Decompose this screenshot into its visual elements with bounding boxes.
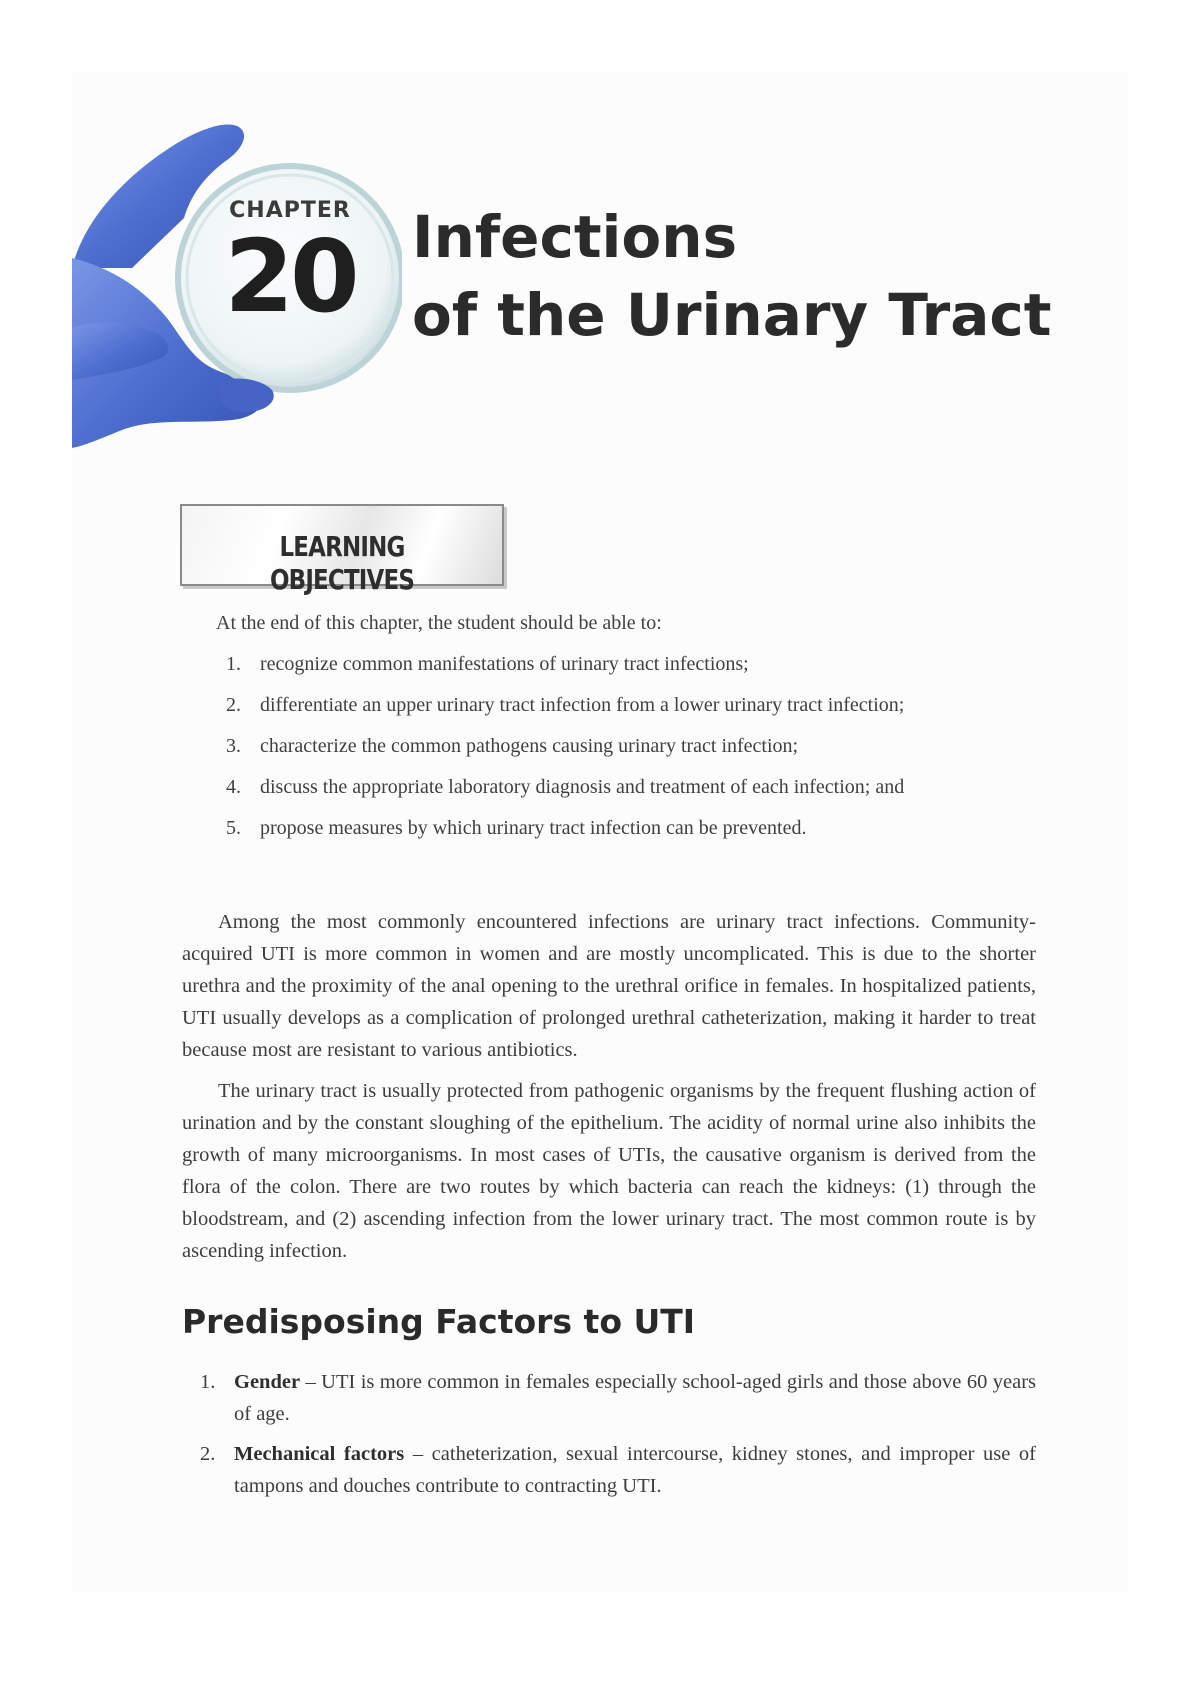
learning-objectives-box	[180, 504, 504, 596]
body-paragraph: Among the most commonly encountered infections are urinary tract infections. Community-acquired UTI is more common in women and are mostly uncomplicated. This is due to the shorter urethra and the proximity of the anal opening to the urethral orifice in females. In hospitalized patients, UTI usually develops as a complication of prolonged urethral catheterization, making it harder to treat because most are resistant to various antibiotics.	[182, 911, 1036, 1061]
factor-number: 2.	[200, 1443, 216, 1465]
chapter-label: CHAPTER	[229, 198, 351, 223]
objective-item	[226, 693, 1106, 734]
factors-list	[200, 1366, 1036, 1510]
objective-text: propose measures by which urinary tract infection can be prevented.	[260, 817, 807, 839]
factor-text: – UTI is more common in females especially school-aged girls and those above 60 years of age.	[234, 1371, 1036, 1425]
factor-item	[200, 1366, 1036, 1430]
objective-number: 1.	[226, 653, 241, 675]
objective-text: differentiate an upper urinary tract infection from a lower urinary tract infection;	[260, 694, 905, 716]
objective-text: discuss the appropriate laboratory diagnosis and treatment of each infection; and	[260, 776, 905, 798]
body-paragraph: The urinary tract is usually protected from pathogenic organisms by the frequent flushing action of urination and by the constant sloughing of the epithelium. The acidity of normal urine also inhibits the growth of many microorganisms. In most cases of UTIs, the causative organism is derived from the flora of the colon. There are two routes by which bacteria can reach the kidneys: (1) through the bloodstream, and (2) ascending infection from the lower urinary tract. The most common route is by ascending infection.	[182, 1080, 1036, 1262]
section-heading: Predisposing Factors to UTI	[182, 1302, 696, 1341]
chapter-title	[412, 198, 1112, 354]
objective-text: recognize common manifestations of urinary tract infections;	[260, 653, 749, 675]
factor-term: Gender	[234, 1371, 301, 1393]
factor-term: Mechanical factors	[234, 1443, 405, 1465]
factor-body	[234, 1366, 1036, 1430]
objective-item	[226, 734, 1106, 775]
objective-item	[226, 816, 1106, 857]
objective-number: 2.	[226, 694, 241, 716]
objective-number: 3.	[226, 735, 241, 757]
factor-text: – catheterization, sexual intercourse, kidney stones, and improper use of tampons and douches contribute to contracting UTI.	[234, 1443, 1037, 1497]
factor-item	[200, 1438, 1036, 1502]
objective-number: 4.	[226, 776, 241, 798]
chapter-title-line1: Infections	[412, 203, 738, 271]
objectives-list	[226, 652, 1106, 857]
objective-item	[226, 652, 1106, 693]
chapter-number: 20	[224, 218, 356, 335]
objective-number: 5.	[226, 817, 241, 839]
objective-text: characterize the common pathogens causing urinary tract infection;	[260, 735, 799, 757]
learning-objectives-heading: LEARNING OBJECTIVES	[269, 530, 415, 596]
objective-item	[226, 775, 1106, 816]
objectives-intro: At the end of this chapter, the student should be able to:	[216, 612, 662, 634]
chapter-title-line2: of the Urinary Tract	[412, 281, 1052, 349]
factor-body	[234, 1438, 1036, 1502]
factor-number: 1.	[200, 1371, 216, 1393]
